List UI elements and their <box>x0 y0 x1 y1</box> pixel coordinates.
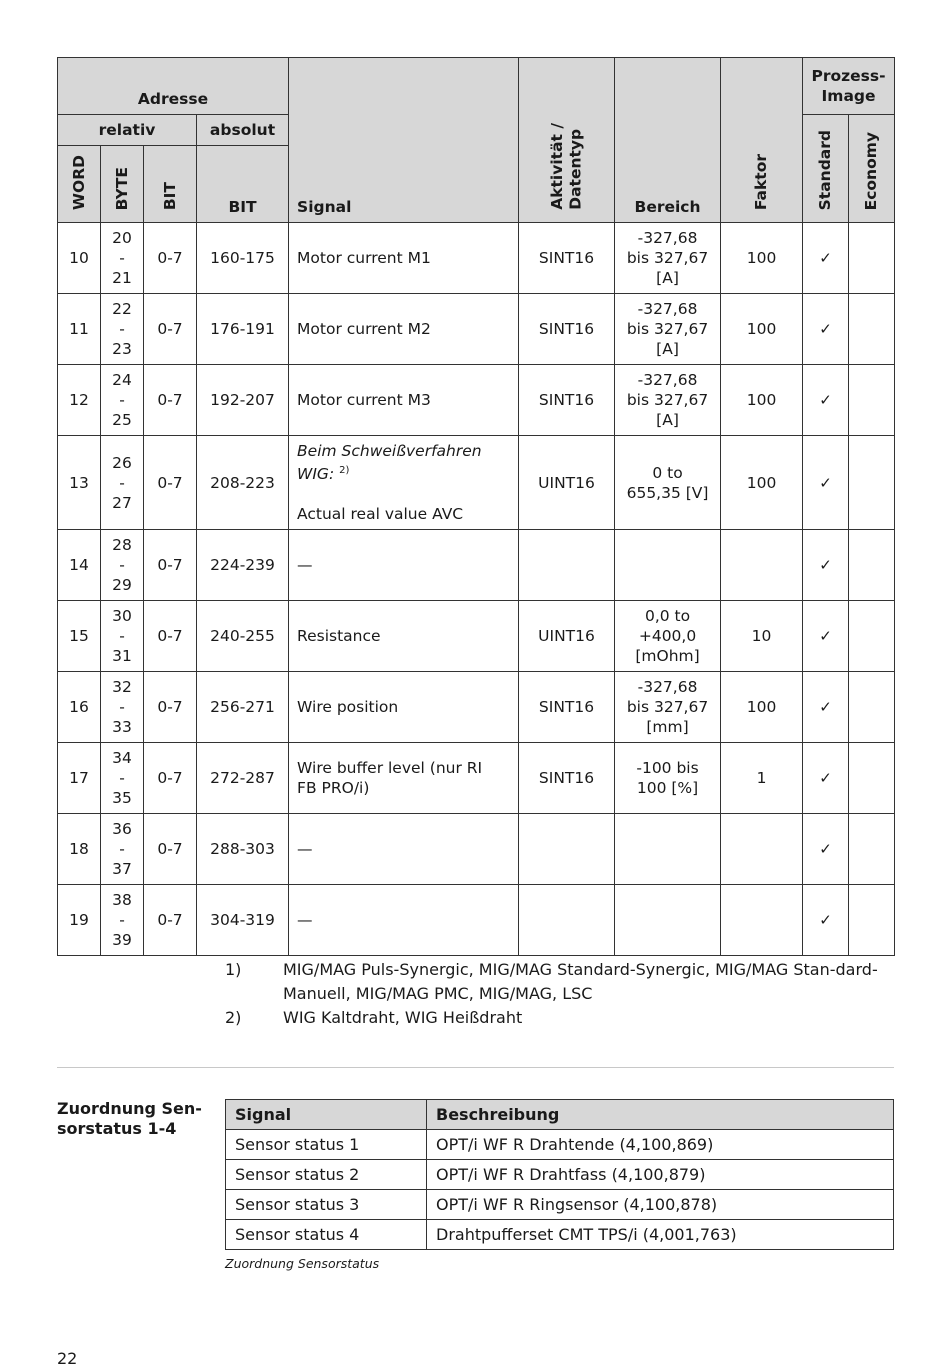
economy-cell <box>849 814 895 885</box>
header-aktivitaet-line2: Datentyp <box>566 129 585 210</box>
signal-text: Motor current M3 <box>297 391 431 409</box>
datatype-cell: SINT16 <box>519 223 615 294</box>
range-cell <box>615 601 721 672</box>
bit-cell: 0-7 <box>144 814 197 885</box>
bit-abs-cell: 256-271 <box>197 672 289 743</box>
signal-italic-line: WIG: <box>297 465 335 484</box>
footnote-text: MIG/MAG Puls-Synergic, MIG/MAG Standard-Synergic, MIG/MAG Stan-dard-Manuell, MIG/MAG PMC, MIG/MAG, LSC <box>283 960 878 1003</box>
byte-cell: 28 - 29 <box>101 530 144 601</box>
sensor-description: OPT/i WF R Drahtfass (4,100,879) <box>427 1160 894 1190</box>
signal-cell <box>289 294 519 365</box>
range-line: [mm] <box>646 718 689 736</box>
bit-abs-cell: 304-319 <box>197 885 289 956</box>
table-row <box>226 1160 894 1190</box>
byte-cell: 32 - 33 <box>101 672 144 743</box>
byte-cell: 38 - 39 <box>101 885 144 956</box>
range-line: bis 327,67 <box>626 249 709 267</box>
datatype-cell <box>519 530 615 601</box>
bit-abs-cell: 176-191 <box>197 294 289 365</box>
range-line: 0 to <box>652 463 683 482</box>
sensor-signal: Sensor status 3 <box>226 1190 427 1220</box>
signal-cell <box>289 365 519 436</box>
range-cell <box>615 672 721 743</box>
footnote-number: 2) <box>225 1008 242 1027</box>
range-line: -100 bis <box>636 759 699 777</box>
factor-cell: 100 <box>721 436 803 530</box>
range-line: +400,0 <box>638 627 697 645</box>
datatype-cell: UINT16 <box>519 436 615 530</box>
factor-cell: 100 <box>721 672 803 743</box>
datatype-cell: UINT16 <box>519 601 615 672</box>
signal-text: — <box>297 911 313 929</box>
datatype-cell: SINT16 <box>519 365 615 436</box>
signal-italic-line: Beim Schweißverfahren <box>297 441 482 460</box>
range-line: bis 327,67 <box>626 391 709 409</box>
footnote-number: 1) <box>225 960 242 979</box>
bit-abs-cell: 240-255 <box>197 601 289 672</box>
header-aktivitaet-line1: Aktivität / <box>547 123 566 210</box>
bit-abs-cell: 272-287 <box>197 743 289 814</box>
section-title: Zuordnung Sen-sorstatus 1-4 <box>57 1099 202 1138</box>
datatype-cell <box>519 814 615 885</box>
header-adresse: Adresse <box>58 58 289 115</box>
range-cell <box>615 365 721 436</box>
word-cell: 19 <box>58 885 101 956</box>
datatype-cell: SINT16 <box>519 294 615 365</box>
byte-cell: 20 - 21 <box>101 223 144 294</box>
bit-cell: 0-7 <box>144 601 197 672</box>
economy-cell <box>849 436 895 530</box>
table-row <box>58 814 895 885</box>
signal-cell <box>289 814 519 885</box>
signal-cell <box>289 436 519 530</box>
page-number: 22 <box>57 1349 78 1368</box>
factor-cell: 1 <box>721 743 803 814</box>
range-cell <box>615 294 721 365</box>
signal-cell <box>289 601 519 672</box>
economy-cell <box>849 672 895 743</box>
signal-text: — <box>297 840 313 858</box>
range-cell <box>615 436 721 530</box>
table-row <box>58 223 895 294</box>
range-line: 100 [%] <box>636 779 699 797</box>
range-line: [A] <box>656 340 679 358</box>
factor-cell: 100 <box>721 294 803 365</box>
header-signal: Signal <box>289 58 519 223</box>
bit-cell: 0-7 <box>144 885 197 956</box>
bit-cell: 0-7 <box>144 294 197 365</box>
factor-cell: 100 <box>721 223 803 294</box>
signal-text: — <box>297 556 313 574</box>
sensor-header-signal: Signal <box>226 1100 427 1130</box>
factor-cell <box>721 530 803 601</box>
signal-cell <box>289 672 519 743</box>
header-faktor: Faktor <box>721 58 803 223</box>
table-row <box>58 601 895 672</box>
table-row <box>58 743 895 814</box>
range-line: 0,0 to <box>644 607 691 625</box>
standard-check-icon: ✓ <box>803 530 849 601</box>
footnote-text: WIG Kaltdraht, WIG Heißdraht <box>283 1008 523 1027</box>
signal-text: Resistance <box>297 627 381 645</box>
standard-check-icon: ✓ <box>803 672 849 743</box>
range-line: [A] <box>656 269 679 287</box>
sensor-signal: Sensor status 4 <box>226 1220 427 1250</box>
sensor-signal: Sensor status 1 <box>226 1130 427 1160</box>
header-standard: Standard <box>803 115 849 223</box>
factor-cell: 100 <box>721 365 803 436</box>
signal-cell <box>289 223 519 294</box>
word-cell: 18 <box>58 814 101 885</box>
economy-cell <box>849 530 895 601</box>
signal-text: Motor current M1 <box>297 249 431 267</box>
header-bereich: Bereich <box>615 58 721 223</box>
word-cell: 11 <box>58 294 101 365</box>
economy-cell <box>849 365 895 436</box>
datatype-cell <box>519 885 615 956</box>
byte-cell: 24 - 25 <box>101 365 144 436</box>
range-cell <box>615 530 721 601</box>
datatype-cell: SINT16 <box>519 672 615 743</box>
range-line: [A] <box>656 411 679 429</box>
header-bit: BIT <box>144 146 197 223</box>
sensor-description: Drahtpufferset CMT TPS/i (4,001,763) <box>427 1220 894 1250</box>
table-row <box>58 885 895 956</box>
header-economy: Economy <box>849 115 895 223</box>
word-cell: 15 <box>58 601 101 672</box>
standard-check-icon: ✓ <box>803 601 849 672</box>
factor-cell <box>721 885 803 956</box>
word-cell: 12 <box>58 365 101 436</box>
signal-cell <box>289 530 519 601</box>
byte-cell: 36 - 37 <box>101 814 144 885</box>
word-cell: 17 <box>58 743 101 814</box>
table-row <box>58 672 895 743</box>
sensor-description: OPT/i WF R Ringsensor (4,100,878) <box>427 1190 894 1220</box>
bit-cell: 0-7 <box>144 672 197 743</box>
signal-line: Wire buffer level (nur RI <box>297 759 483 777</box>
range-line: -327,68 <box>637 678 698 696</box>
bit-cell: 0-7 <box>144 530 197 601</box>
signal-cell <box>289 885 519 956</box>
word-cell: 16 <box>58 672 101 743</box>
header-aktivitaet <box>519 58 615 223</box>
table-row <box>226 1190 894 1220</box>
economy-cell <box>849 885 895 956</box>
byte-cell: 22 - 23 <box>101 294 144 365</box>
table-row <box>58 530 895 601</box>
range-line: [mOhm] <box>635 647 700 665</box>
bit-abs-cell: 224-239 <box>197 530 289 601</box>
signal-line: FB PRO/i) <box>297 779 370 797</box>
standard-check-icon: ✓ <box>803 294 849 365</box>
bit-abs-cell: 288-303 <box>197 814 289 885</box>
economy-cell <box>849 223 895 294</box>
bit-abs-cell: 192-207 <box>197 365 289 436</box>
bit-abs-cell: 208-223 <box>197 436 289 530</box>
range-line: -327,68 <box>637 371 698 389</box>
table-row <box>58 436 895 530</box>
range-line: 655,35 [V] <box>626 483 709 502</box>
table-caption: Zuordnung Sensorstatus <box>225 1256 380 1271</box>
header-relativ: relativ <box>58 115 197 146</box>
economy-cell <box>849 601 895 672</box>
divider <box>57 1067 894 1068</box>
range-line: bis 327,67 <box>626 698 709 716</box>
bit-cell: 0-7 <box>144 223 197 294</box>
bit-cell: 0-7 <box>144 436 197 530</box>
header-bit-abs: BIT <box>197 146 289 223</box>
range-line: -327,68 <box>637 229 698 247</box>
table-row <box>58 294 895 365</box>
datatype-cell: SINT16 <box>519 743 615 814</box>
standard-check-icon: ✓ <box>803 223 849 294</box>
signal-text: Motor current M2 <box>297 320 431 338</box>
standard-check-icon: ✓ <box>803 436 849 530</box>
word-cell: 14 <box>58 530 101 601</box>
range-line: -327,68 <box>637 300 698 318</box>
standard-check-icon: ✓ <box>803 885 849 956</box>
header-prozess-image: Prozess- Image <box>803 58 895 115</box>
economy-cell <box>849 294 895 365</box>
signal-text: Wire position <box>297 698 399 716</box>
sensor-table <box>225 1099 894 1250</box>
table-row <box>58 365 895 436</box>
table-row <box>226 1130 894 1160</box>
header-word: WORD <box>58 146 101 223</box>
footnote-ref: 2) <box>339 464 350 476</box>
standard-check-icon: ✓ <box>803 814 849 885</box>
signal-table <box>57 57 895 956</box>
word-cell: 13 <box>58 436 101 530</box>
range-cell <box>615 885 721 956</box>
header-byte: BYTE <box>101 146 144 223</box>
signal-cell <box>289 743 519 814</box>
standard-check-icon: ✓ <box>803 365 849 436</box>
range-cell <box>615 223 721 294</box>
byte-cell: 26 - 27 <box>101 436 144 530</box>
signal-line: Actual real value AVC <box>297 505 464 524</box>
sensor-description: OPT/i WF R Drahtende (4,100,869) <box>427 1130 894 1160</box>
range-cell <box>615 743 721 814</box>
sensor-signal: Sensor status 2 <box>226 1160 427 1190</box>
range-line: bis 327,67 <box>626 320 709 338</box>
table-row <box>226 1220 894 1250</box>
standard-check-icon: ✓ <box>803 743 849 814</box>
byte-cell: 30 - 31 <box>101 601 144 672</box>
byte-cell: 34 - 35 <box>101 743 144 814</box>
factor-cell: 10 <box>721 601 803 672</box>
bit-cell: 0-7 <box>144 365 197 436</box>
range-cell <box>615 814 721 885</box>
word-cell: 10 <box>58 223 101 294</box>
sensor-header-beschreibung: Beschreibung <box>427 1100 894 1130</box>
bit-abs-cell: 160-175 <box>197 223 289 294</box>
bit-cell: 0-7 <box>144 743 197 814</box>
factor-cell <box>721 814 803 885</box>
header-absolut: absolut <box>197 115 289 146</box>
economy-cell <box>849 743 895 814</box>
